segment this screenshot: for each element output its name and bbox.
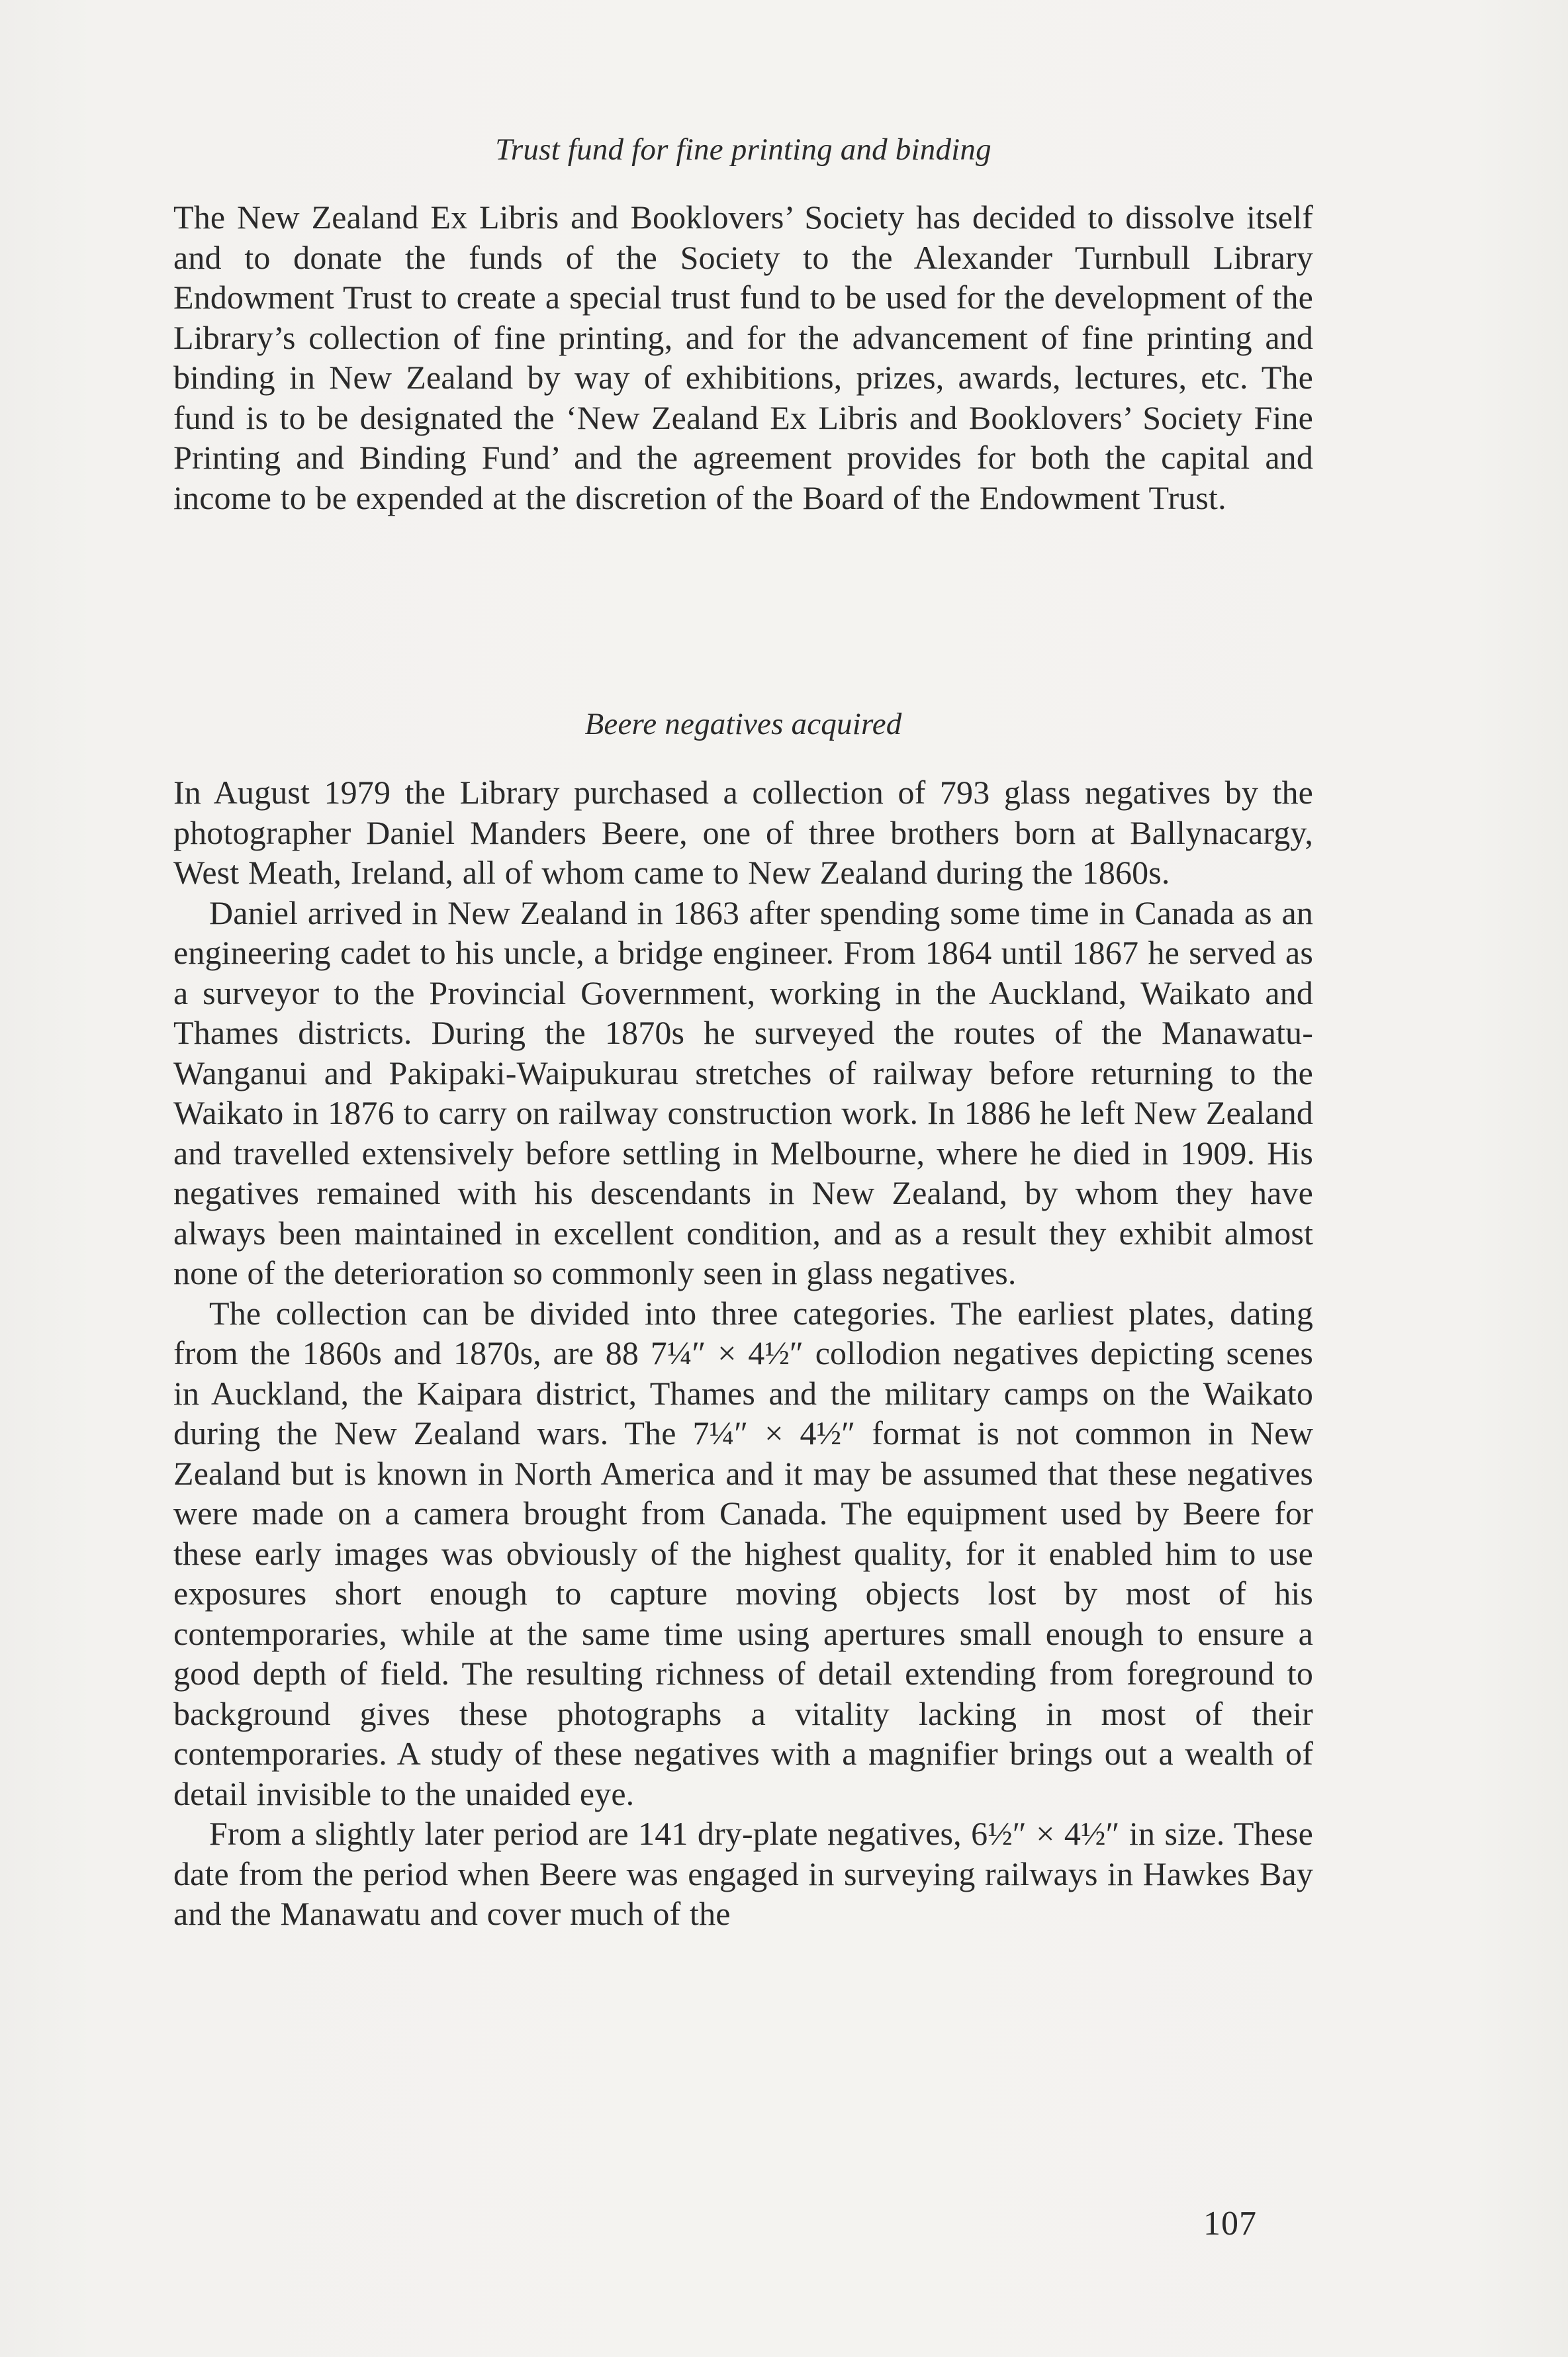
paragraph: From a slightly later period are 141 dry-plate negatives, 6½″ × 4½″ in size. These date from the period when Beere was engaged in surveying railways in Hawkes Bay and the Manawatu and cover much of the bbox=[173, 1815, 1313, 1932]
paragraph: Daniel arrived in New Zealand in 1863 after spending some time in Canada as an engineering cadet to his uncle, a bridge engineer. From 1864 until 1867 he served as a surveyor to the Provincial Government, working in the Auckland, Waikato and Thames districts. During the 1870s he surveyed the routes of the Manawatu-Wanganui and Pakipaki-Waipukurau stretches of railway before returning to the Waikato in 1876 to carry on railway construction work. In 1886 he left New Zealand and travelled extensively before settling in Melbourne, where he died in 1909. His negatives remained with his descendants in New Zealand, by whom they have always been maintained in excellent condition, and as a result they exhibit almost none of the deterioration so commonly seen in glass negatives. bbox=[173, 894, 1313, 1291]
paragraph: The collection can be divided into three categories. The earliest plates, dating from the 1860s and 1870s, are 88 7¼″ × 4½″ collodion negatives depicting scenes in Auckland, the Kaipara district, Thames and the military camps on the Waikato during the New Zealand wars. The 7¼″ × 4½″ format is not common in New Zealand but is known in North America and it may be assumed that these negatives were made on a camera brought from Canada. The equipment used by Beere for these early images was obviously of the highest quality, for it enabled him to use exposures short enough to capture moving objects lost by most of his contemporaries, while at the same time using apertures small enough to ensure a good depth of field. The resulting richness of detail extending from foreground to background gives these photographs a vitality lacking in most of their contemporaries. A study of these negatives with a magnifier brings out a wealth of detail invisible to the unaided eye. bbox=[173, 1294, 1313, 1812]
paragraph: The New Zealand Ex Libris and Booklovers’ Society has decided to dissolve itself and to donate the funds of the Society to the Alexander Turnbull Library Endowment Trust to create a special trust fund to be used for the development of the Library’s collection of fine printing, and for the advancement of fine printing and binding in New Zealand by way of exhibitions, prizes, awards, lectures, etc. The fund is to be designated the ‘New Zealand Ex Libris and Booklovers’ Society Fine Printing and Binding Fund’ and the agreement provides for both the capital and income to be expended at the discretion of the Board of the Endowment Trust. bbox=[173, 199, 1313, 516]
page-number: 107 bbox=[1203, 2205, 1257, 2242]
trust-fund-body bbox=[173, 197, 1313, 518]
section-heading-beere-negatives: Beere negatives acquired bbox=[584, 707, 902, 741]
paragraph: In August 1979 the Library purchased a collection of 793 glass negatives by the photographer Daniel Manders Beere, one of three brothers born at Ballynacargy, West Meath, Ireland, all of whom came to New Zealand during the 1860s. bbox=[173, 774, 1313, 891]
beere-negatives-body bbox=[173, 772, 1313, 1934]
section-heading-trust-fund: Trust fund for fine printing and binding bbox=[495, 132, 992, 167]
